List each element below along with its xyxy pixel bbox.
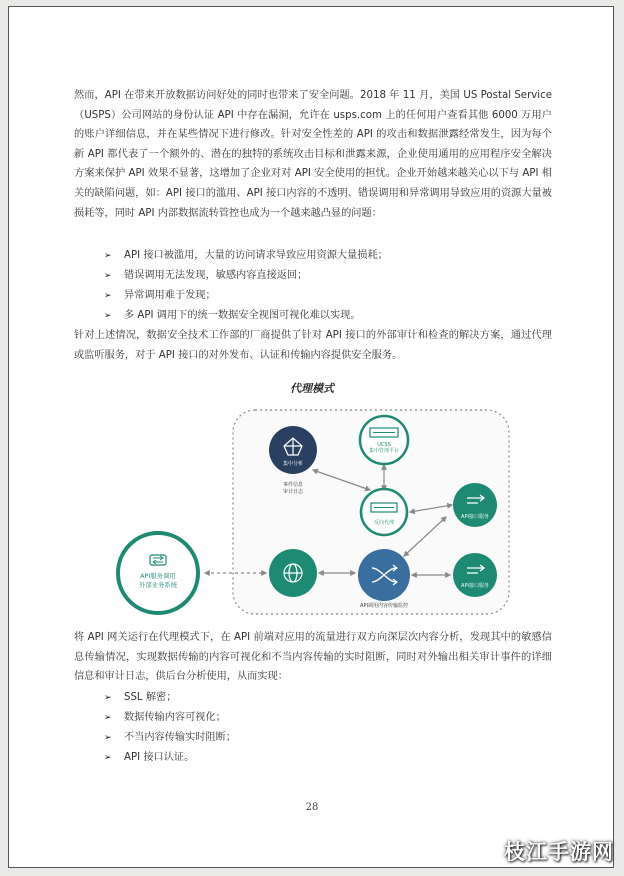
page-number: 28 — [305, 802, 319, 813]
list-item: ➢ API 接口被滥用，大量的访问请求导致应用资源大量损耗； — [104, 246, 554, 266]
intro-paragraph: 然而，API 在带来开放数据访问好处的同时也带来了安全问题。2018 年 11 月，美国 US Postal Service（USPS）公司网站的身份认证 API 中存在漏洞，允许在 usps.com 上的任何用户查看其他 6000 万用户的账户详细信息，并在某些情况下进行修改。针对安全性差的 API 的攻击和数据泄露经常发生，因为每个新 API 都代表了一个额外的、潜在的独特的系统攻击目标和泄露来源，企业使用通用的应用程序安全解决方案来保护 API 效果不显著，这增加了企业对对 API 安全使用的担忧。企业开始越来越关心以下与 API 相关的缺陷问题，如：API 接口的滥用、API 接口内容的不透明、错误调用和异常调用导致应用的资源大量被损耗等，同时 API 内部数据流转管控也成为一个越来越凸显的问题： — [74, 90, 552, 219]
features-list — [104, 688, 554, 768]
arrow-bullet-icon: ➢ — [104, 271, 112, 281]
arrow-bullet-icon: ➢ — [104, 693, 112, 703]
external-system-label: API服务调用外部业务系统 — [138, 572, 178, 589]
arrow-bullet-icon: ➢ — [104, 713, 112, 723]
event-log-label: 事件信息审计日志 — [282, 482, 304, 495]
list-item: ➢ 不当内容传输实时阻断； — [104, 728, 554, 748]
list-item: ➢ SSL 解密； — [104, 688, 554, 708]
arrow-bullet-icon: ➢ — [104, 733, 112, 743]
list-item: ➢ 多 API 调用下的统一数据安全视图可视化难以实现。 — [104, 306, 554, 326]
list-item: ➢ 错误调用无法发现，敏感内容直接返回； — [104, 266, 554, 286]
ucss-node — [360, 416, 408, 464]
gateway-paragraph: 将 API 网关运行在代理模式下，在 API 前端对应用的流量进行双方向深层次内容分析，发现其中的敏感信息传输情况，实现数据传输的内容可视化和不当内容传输的实时阻断，同时对外输出相关审计事件的详细信息和审计日志，供后台分析使用，从而实现： — [74, 632, 552, 683]
arrow-bullet-icon: ➢ — [104, 251, 112, 261]
api-service-label-1: API接口服务 — [461, 514, 489, 520]
api-service-label-2: API接口服务 — [461, 583, 489, 589]
arrow-bullet-icon: ➢ — [104, 311, 112, 321]
api-service-node-2 — [453, 553, 497, 597]
ucss-label: UCSS 集中管理平台 — [368, 442, 400, 454]
list-item: ➢ 数据传输内容可视化； — [104, 708, 554, 728]
list-item: ➢ API 接口认证。 — [104, 748, 554, 768]
gateway-label: API调用内容传输监控 — [360, 603, 408, 609]
site-watermark: 枝江手游网 — [504, 840, 614, 864]
list-item: ➢ 异常调用难于发现； — [104, 286, 554, 306]
api-service-node-1 — [453, 483, 497, 527]
diagram-title: 代理模式 — [290, 382, 334, 395]
reverse-proxy-label: 反向代理 — [373, 520, 395, 526]
analysis-label: 集中分析 — [282, 461, 304, 467]
arrow-bullet-icon: ➢ — [104, 753, 112, 763]
solution-paragraph: 针对上述情况，数据安全技术工作部的厂商提供了针对 API 接口的外部审计和检查的解决方案，通过代理或监听服务，对于 API 接口的对外发布、认证和传输内容提供安全服务。 — [74, 330, 552, 361]
arrow-bullet-icon: ➢ — [104, 291, 112, 301]
